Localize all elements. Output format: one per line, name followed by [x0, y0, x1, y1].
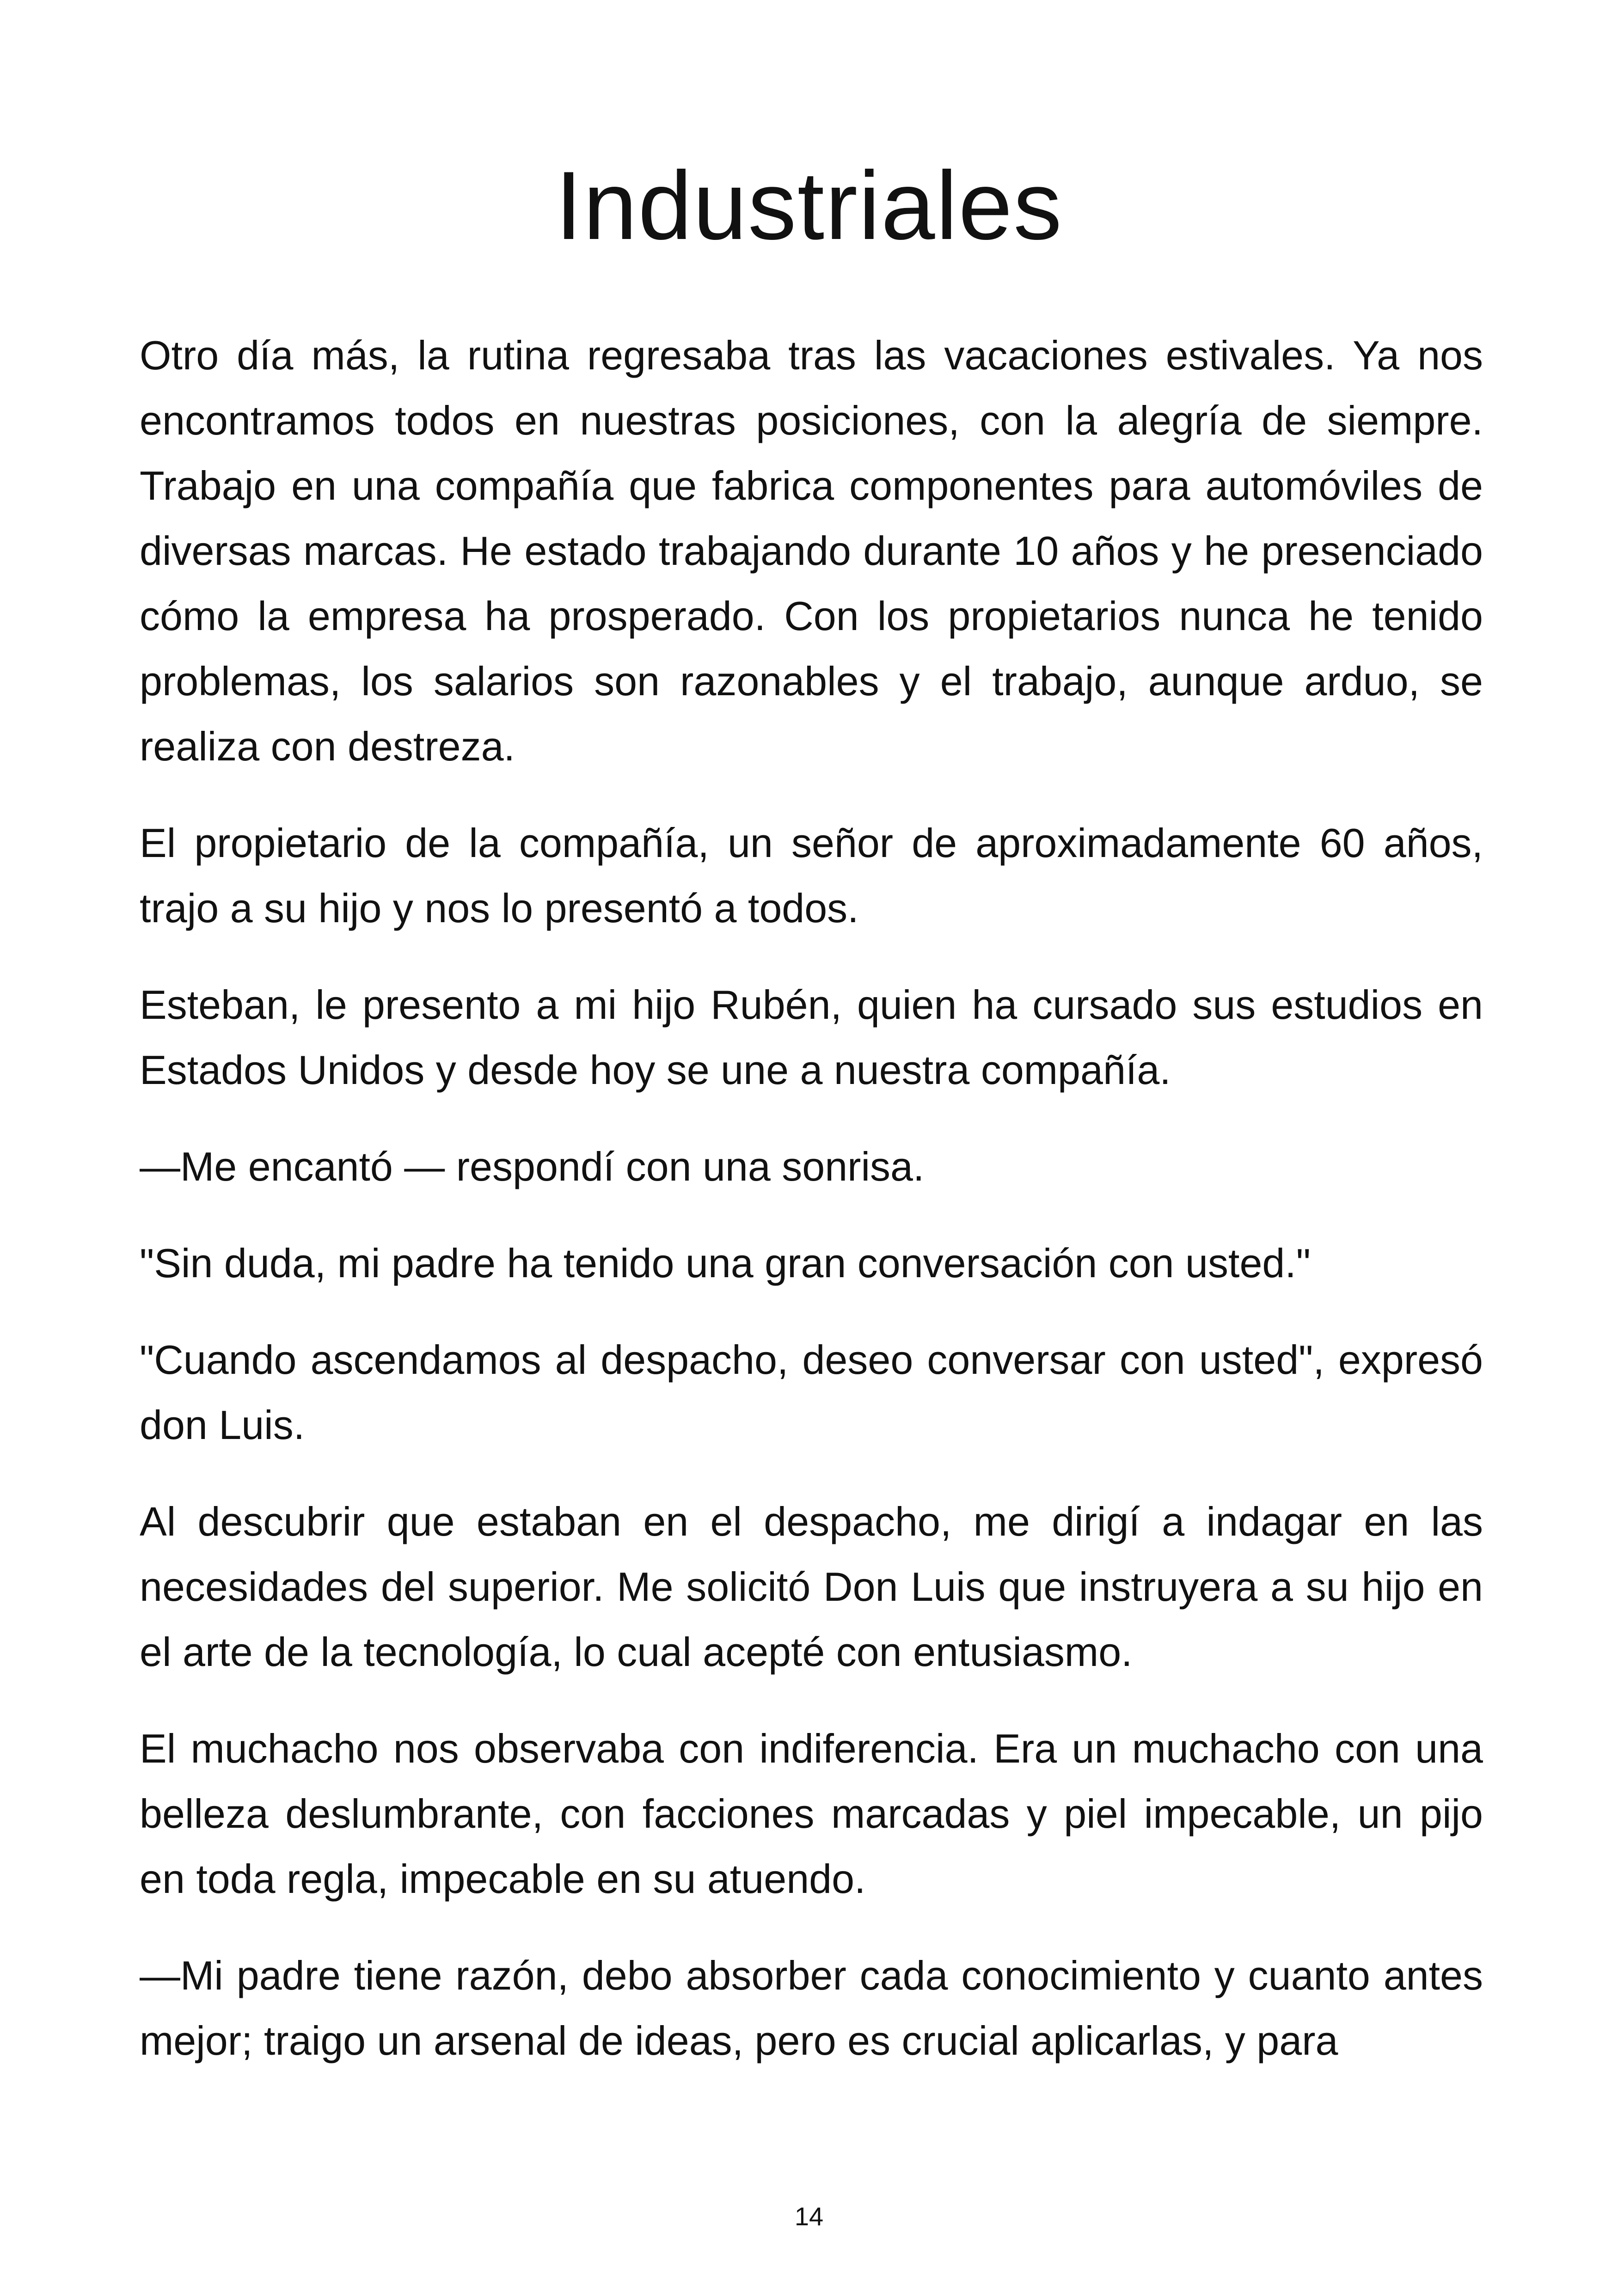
- paragraph-5: "Sin duda, mi padre ha tenido una gran conversación con usted.": [140, 1240, 1311, 1286]
- paragraph-3: Esteban, le presento a mi hijo Rubén, quien ha cursado sus estudios en Estados Unidos y desde hoy se une a nuestra compañía.: [140, 982, 1483, 1093]
- paragraph-6: "Cuando ascendamos al despacho, deseo conversar con usted", expresó don Luis.: [140, 1337, 1483, 1448]
- paragraph-9: —Mi padre tiene razón, debo absorber cada conocimiento y cuanto antes mejor; traigo un arsenal de ideas, pero es crucial aplicarlas, y para: [140, 1953, 1483, 2063]
- paragraph-7: Al descubrir que estaban en el despacho, me dirigí a indagar en las necesidades del superior. Me solicitó Don Luis que instruyera a su hijo en el arte de la tecnología, lo cual acepté con entusiasmo.: [140, 1499, 1483, 1675]
- paragraph-1: Otro día más, la rutina regresaba tras las vacaciones estivales. Ya nos encontramos todos en nuestras posiciones, con la alegría de siempre. Trabajo en una compañía que fabrica componentes para automóviles de diversas marcas. He estado trabajando durante 10 años y he presenciado cómo la empresa ha prosperado. Con los propietarios nunca he tenido problemas, los salarios son razonables y el trabajo, aunque arduo, se realiza con destreza.: [140, 332, 1483, 769]
- paragraph-4: —Me encantó — respondí con una sonrisa.: [140, 1144, 925, 1189]
- paragraph-8: El muchacho nos observaba con indiferencia. Era un muchacho con una belleza deslumbrante, con facciones marcadas y piel impecable, un pijo en toda regla, impecable en su atuendo.: [140, 1726, 1483, 1902]
- paragraph-2: El propietario de la compañía, un señor de aproximadamente 60 años, trajo a su hijo y nos lo presentó a todos.: [140, 820, 1483, 931]
- page-number: 14: [794, 2202, 824, 2231]
- chapter-title: Industriales: [555, 151, 1063, 260]
- body-text: [140, 323, 1483, 2105]
